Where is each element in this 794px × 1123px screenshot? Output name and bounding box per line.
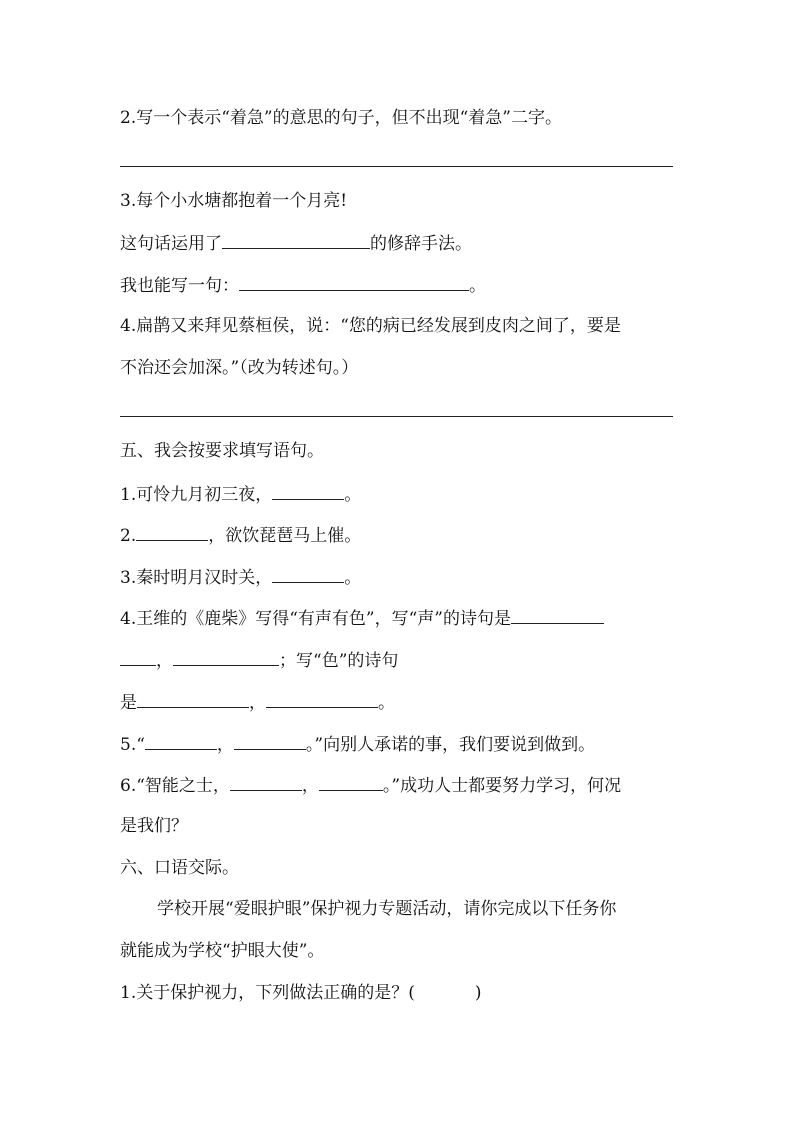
s5-i4-line1-text: 4.王维的《鹿柴》写得“有声有色”，写“声”的诗句是 [120, 609, 511, 629]
section-5-heading: 五、我会按要求填写语句。 [120, 441, 324, 461]
blank-s5-4d[interactable] [266, 690, 378, 708]
blank-s5-1[interactable] [272, 482, 344, 500]
blank-s5-2[interactable] [136, 523, 208, 541]
s5-i4-line2-post: ；写“色”的诗句 [279, 651, 399, 671]
s5-item-4-line3 [120, 690, 395, 714]
rhetoric-blank[interactable] [222, 231, 370, 249]
question-4-line1: 4.扁鹊又来拜见蔡桓侯，说：“您的病已经发展到皮肉之间了，要是 [120, 316, 621, 336]
s5-i4-line2-mid: ， [156, 651, 173, 671]
blank-s5-4a-cont[interactable] [120, 648, 156, 666]
s6-paragraph-line2: 就能成为学校“护眼大使”。 [120, 941, 325, 961]
s5-item-1 [120, 482, 361, 506]
s6-question-1 [120, 982, 482, 1004]
s6-q1-pre: 1.关于保护视力，下列做法正确的是？( [120, 983, 415, 1003]
s5-item-2 [120, 523, 361, 547]
section-6-heading: 六、口语交际。 [120, 858, 239, 878]
s5-i2-pre: 2. [120, 526, 137, 546]
s5-i6-mid: ， [301, 776, 319, 796]
s5-i6-post: 。”成功人士都要努力学习，何况 [382, 776, 622, 796]
s5-i4-line3-post: 。 [378, 693, 395, 713]
own-sentence-blank[interactable] [239, 273, 469, 291]
blank-s5-6b[interactable] [319, 773, 383, 791]
answer-line-q4[interactable] [120, 416, 673, 417]
question-4-line2: 不治还会加深。”（改为转述句。） [120, 358, 359, 378]
blank-s5-5b[interactable] [234, 732, 306, 750]
question-3-line2 [120, 273, 486, 297]
s5-i3-pre: 3.秦时明月汉时关， [120, 568, 273, 588]
q3-line2-post: 。 [469, 276, 486, 296]
s5-i1-pre: 1.可怜九月初三夜， [120, 485, 273, 505]
s5-item-6-line2: 是我们？ [120, 816, 188, 836]
s5-i4-line3-mid: ， [249, 693, 266, 713]
s5-i6-pre: 6.“智能之士， [120, 776, 230, 796]
q3-line1-pre: 这句话运用了 [120, 234, 222, 254]
question-3-title: 3.每个小水塘都抱着一个月亮! [120, 191, 348, 211]
s5-item-4-line2 [120, 648, 398, 672]
s5-i5-post: 。”向别人承诺的事，我们要说到做到。 [305, 735, 596, 755]
s5-i5-pre: 5.“ [120, 735, 145, 755]
s5-item-4-line1 [120, 606, 604, 630]
s5-i2-post: ，欲饮琵琶马上催。 [208, 526, 362, 546]
blank-s5-4c[interactable] [137, 690, 249, 708]
s5-i5-mid: ， [216, 735, 234, 755]
q3-line1-post: 的修辞手法。 [370, 234, 472, 254]
blank-s5-3[interactable] [272, 565, 344, 583]
blank-s5-6a[interactable] [230, 773, 302, 791]
answer-line-q2[interactable] [120, 166, 673, 167]
blank-s5-4b[interactable] [173, 648, 279, 666]
s5-item-6 [120, 773, 621, 797]
s6-paragraph-line1: 学校开展“爱眼护眼”保护视力专题活动，请你完成以下任务你 [157, 899, 617, 919]
question-2: 2.写一个表示“着急”的意思的句子，但不出现“着急”二字。 [120, 108, 562, 128]
s5-item-3 [120, 565, 361, 589]
s5-i1-post: 。 [344, 485, 362, 505]
s5-i3-post: 。 [344, 568, 362, 588]
s6-q1-post: ) [474, 983, 482, 1003]
s5-i4-line3-pre: 是 [120, 693, 137, 713]
q3-line2-pre: 我也能写一句： [120, 276, 239, 296]
question-3-line1 [120, 231, 472, 255]
s5-item-5 [120, 732, 595, 756]
blank-s5-4a[interactable] [511, 606, 604, 624]
blank-s5-5a[interactable] [145, 732, 217, 750]
